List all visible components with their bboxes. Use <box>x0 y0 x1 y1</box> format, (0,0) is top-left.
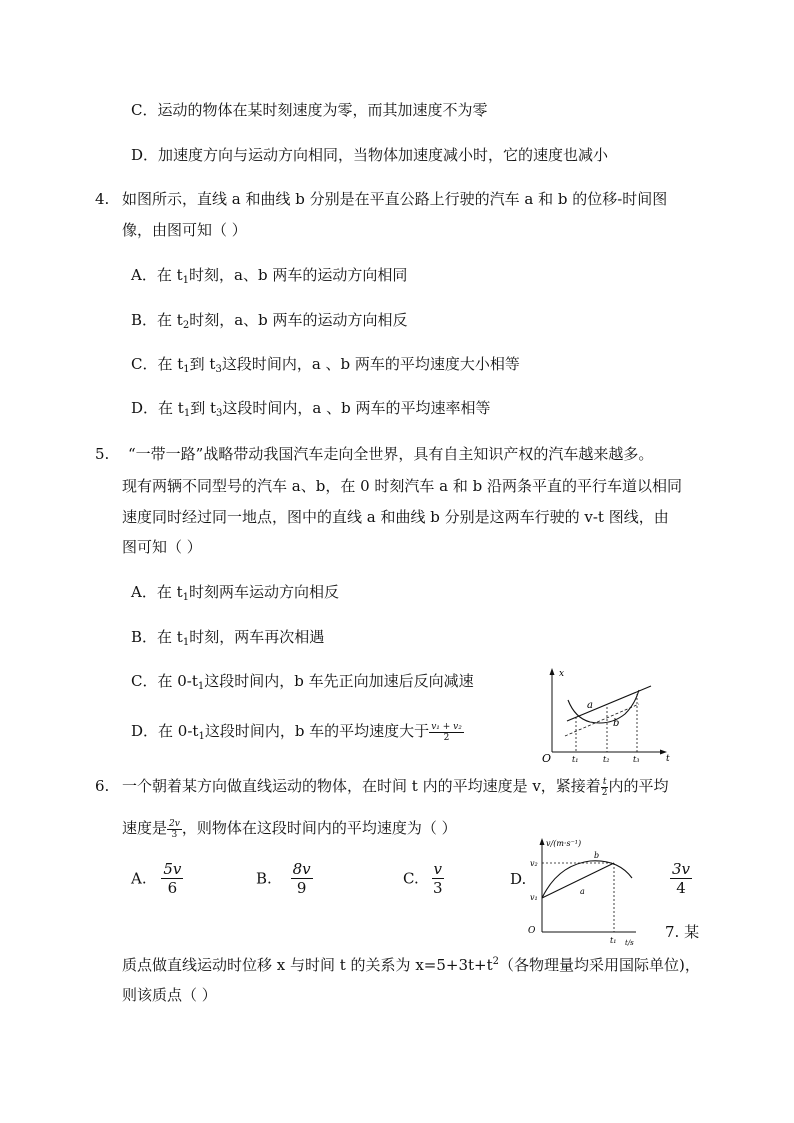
q6-option-d-label: D. <box>510 870 527 888</box>
q5-stem-line-1: “一带一路”战略带动我国汽车走向全世界，具有自主知识产权的汽车越来越多。 <box>128 445 654 463</box>
q4-stem-line-2: 像，由图可知（ ） <box>122 221 247 239</box>
vt-origin: O <box>528 926 536 936</box>
vt-y-label: v/(m·s⁻¹) <box>546 839 582 848</box>
q5-option-c: C．在 $0-t_1$这段时间内，b 车先正向加速后反向减速 <box>131 672 474 692</box>
xt-dashed-line <box>565 704 639 736</box>
q6-option-d-fraction: $\frac{3v}{4}$ <box>672 860 691 897</box>
q4-number: 4. <box>95 190 110 208</box>
q7-stem-line-2: 则该质点（ ） <box>122 986 217 1004</box>
q5-stem-line-3: 速度同时经过同一地点，图中的直线 a 和曲线 b 分别是这两车行驶的 v-t 图线，由 <box>122 508 669 526</box>
q3-option-d: D．加速度方向与运动方向相同，当物体加速度减小时，它的速度也减小 <box>131 146 609 164</box>
q5-option-a: A．在 $t_1$时刻两车运动方向相反 <box>131 583 340 603</box>
q6-stem-2v3-fraction: $\frac{2v}{3}$ <box>169 818 180 840</box>
q7-number: 7. 某 <box>665 923 700 941</box>
vt-x-label: t/s <box>625 939 634 947</box>
xt-y-arrow <box>550 668 555 675</box>
vt-label-b: b <box>594 851 600 860</box>
q5-stem-line-2: 现有两辆不同型号的汽车 a、b，在 0 时刻汽车 a 和 b 沿两条平直的平行车道以相同 <box>122 477 683 495</box>
xt-x-label: t <box>666 754 670 764</box>
vt-v2-label: v₂ <box>530 859 538 868</box>
q6-number: 6. <box>95 777 110 795</box>
xt-graph <box>535 664 675 764</box>
q4-option-c: C．在 $t_1$到 $t_3$这段时间内，a 、b 两车的平均速度大小相等 <box>131 355 520 375</box>
q4-stem-line-1: 如图所示，直线 a 和曲线 b 分别是在平直公路上行驶的汽车 a 和 b 的位移-时间图 <box>122 190 668 208</box>
q5-option-d-fraction: $\frac{\text{v₁ + v₂}}{2}$ <box>431 721 462 743</box>
q6-option-b-fraction: $\frac{8v}{9}$ <box>292 860 311 897</box>
xt-t1-label: t₁ <box>572 755 579 764</box>
q3-option-c: C．运动的物体在某时刻速度为零，而其加速度不为零 <box>131 101 488 119</box>
vt-label-a: a <box>580 887 585 896</box>
q4-option-a: A．在 $t_1$时刻，a、b 两车的运动方向相同 <box>131 266 408 286</box>
xt-t3-label: t₃ <box>633 755 640 764</box>
vt-y-arrow <box>540 838 545 845</box>
vt-t1-label: t₁ <box>610 936 617 945</box>
q5-option-d: D．在 $0-t_1$这段时间内，b 车的平均速度大于 $\frac{\text{v₁ + v₂}}{2}$ <box>131 721 462 743</box>
xt-label-b: b <box>613 718 620 729</box>
q5-option-b: B．在 $t_1$时刻，两车再次相遇 <box>131 628 325 648</box>
q5-stem-line-4: 图可知（ ） <box>122 538 202 556</box>
q4-option-d: D．在 $t_1$到 $t_3$这段时间内，a 、b 两车的平均速率相等 <box>131 399 491 419</box>
vt-curve-b <box>542 861 632 898</box>
q6-option-a-fraction: $\frac{5v}{6}$ <box>163 860 182 897</box>
q4-option-b: B．在 $t_2$时刻，a、b 两车的运动方向相反 <box>131 311 408 331</box>
xt-label-a: a <box>587 700 593 711</box>
xt-y-label: x <box>559 669 565 679</box>
q6-option-b: B. $\frac{8v}{9}$ <box>256 860 311 897</box>
q5-number: 5. <box>95 445 110 463</box>
q6-option-c-fraction: $\frac{v}{3}$ <box>432 860 443 897</box>
q6-option-c: C. $\frac{v}{3}$ <box>403 860 443 897</box>
q6-stem-line-2: 速度是 $\frac{2v}{3}$ ，则物体在这段时间内的平均速度为（ ） <box>122 818 457 840</box>
q6-option-a: A. $\frac{5v}{6}$ <box>131 860 182 897</box>
q6-option-d <box>670 860 692 897</box>
xt-origin: O <box>542 752 552 764</box>
q6-stem-line-1: 一个朝着某方向做直线运动的物体，在时间 t 内的平均速度是 v，紧接着 $\frac{t}{2}$ 内的平均 <box>122 776 669 798</box>
vt-graph <box>528 832 648 947</box>
q7-stem-line-1: 质点做直线运动时位移 x 与时间 t 的关系为 $x=5+3t+t^2$（各物理量均采用国际单位)， <box>122 956 700 974</box>
vt-v1-label: v₁ <box>530 893 538 902</box>
q6-stem-t-half-fraction: $\frac{t}{2}$ <box>601 776 608 798</box>
xt-t2-label: t₂ <box>603 755 610 764</box>
